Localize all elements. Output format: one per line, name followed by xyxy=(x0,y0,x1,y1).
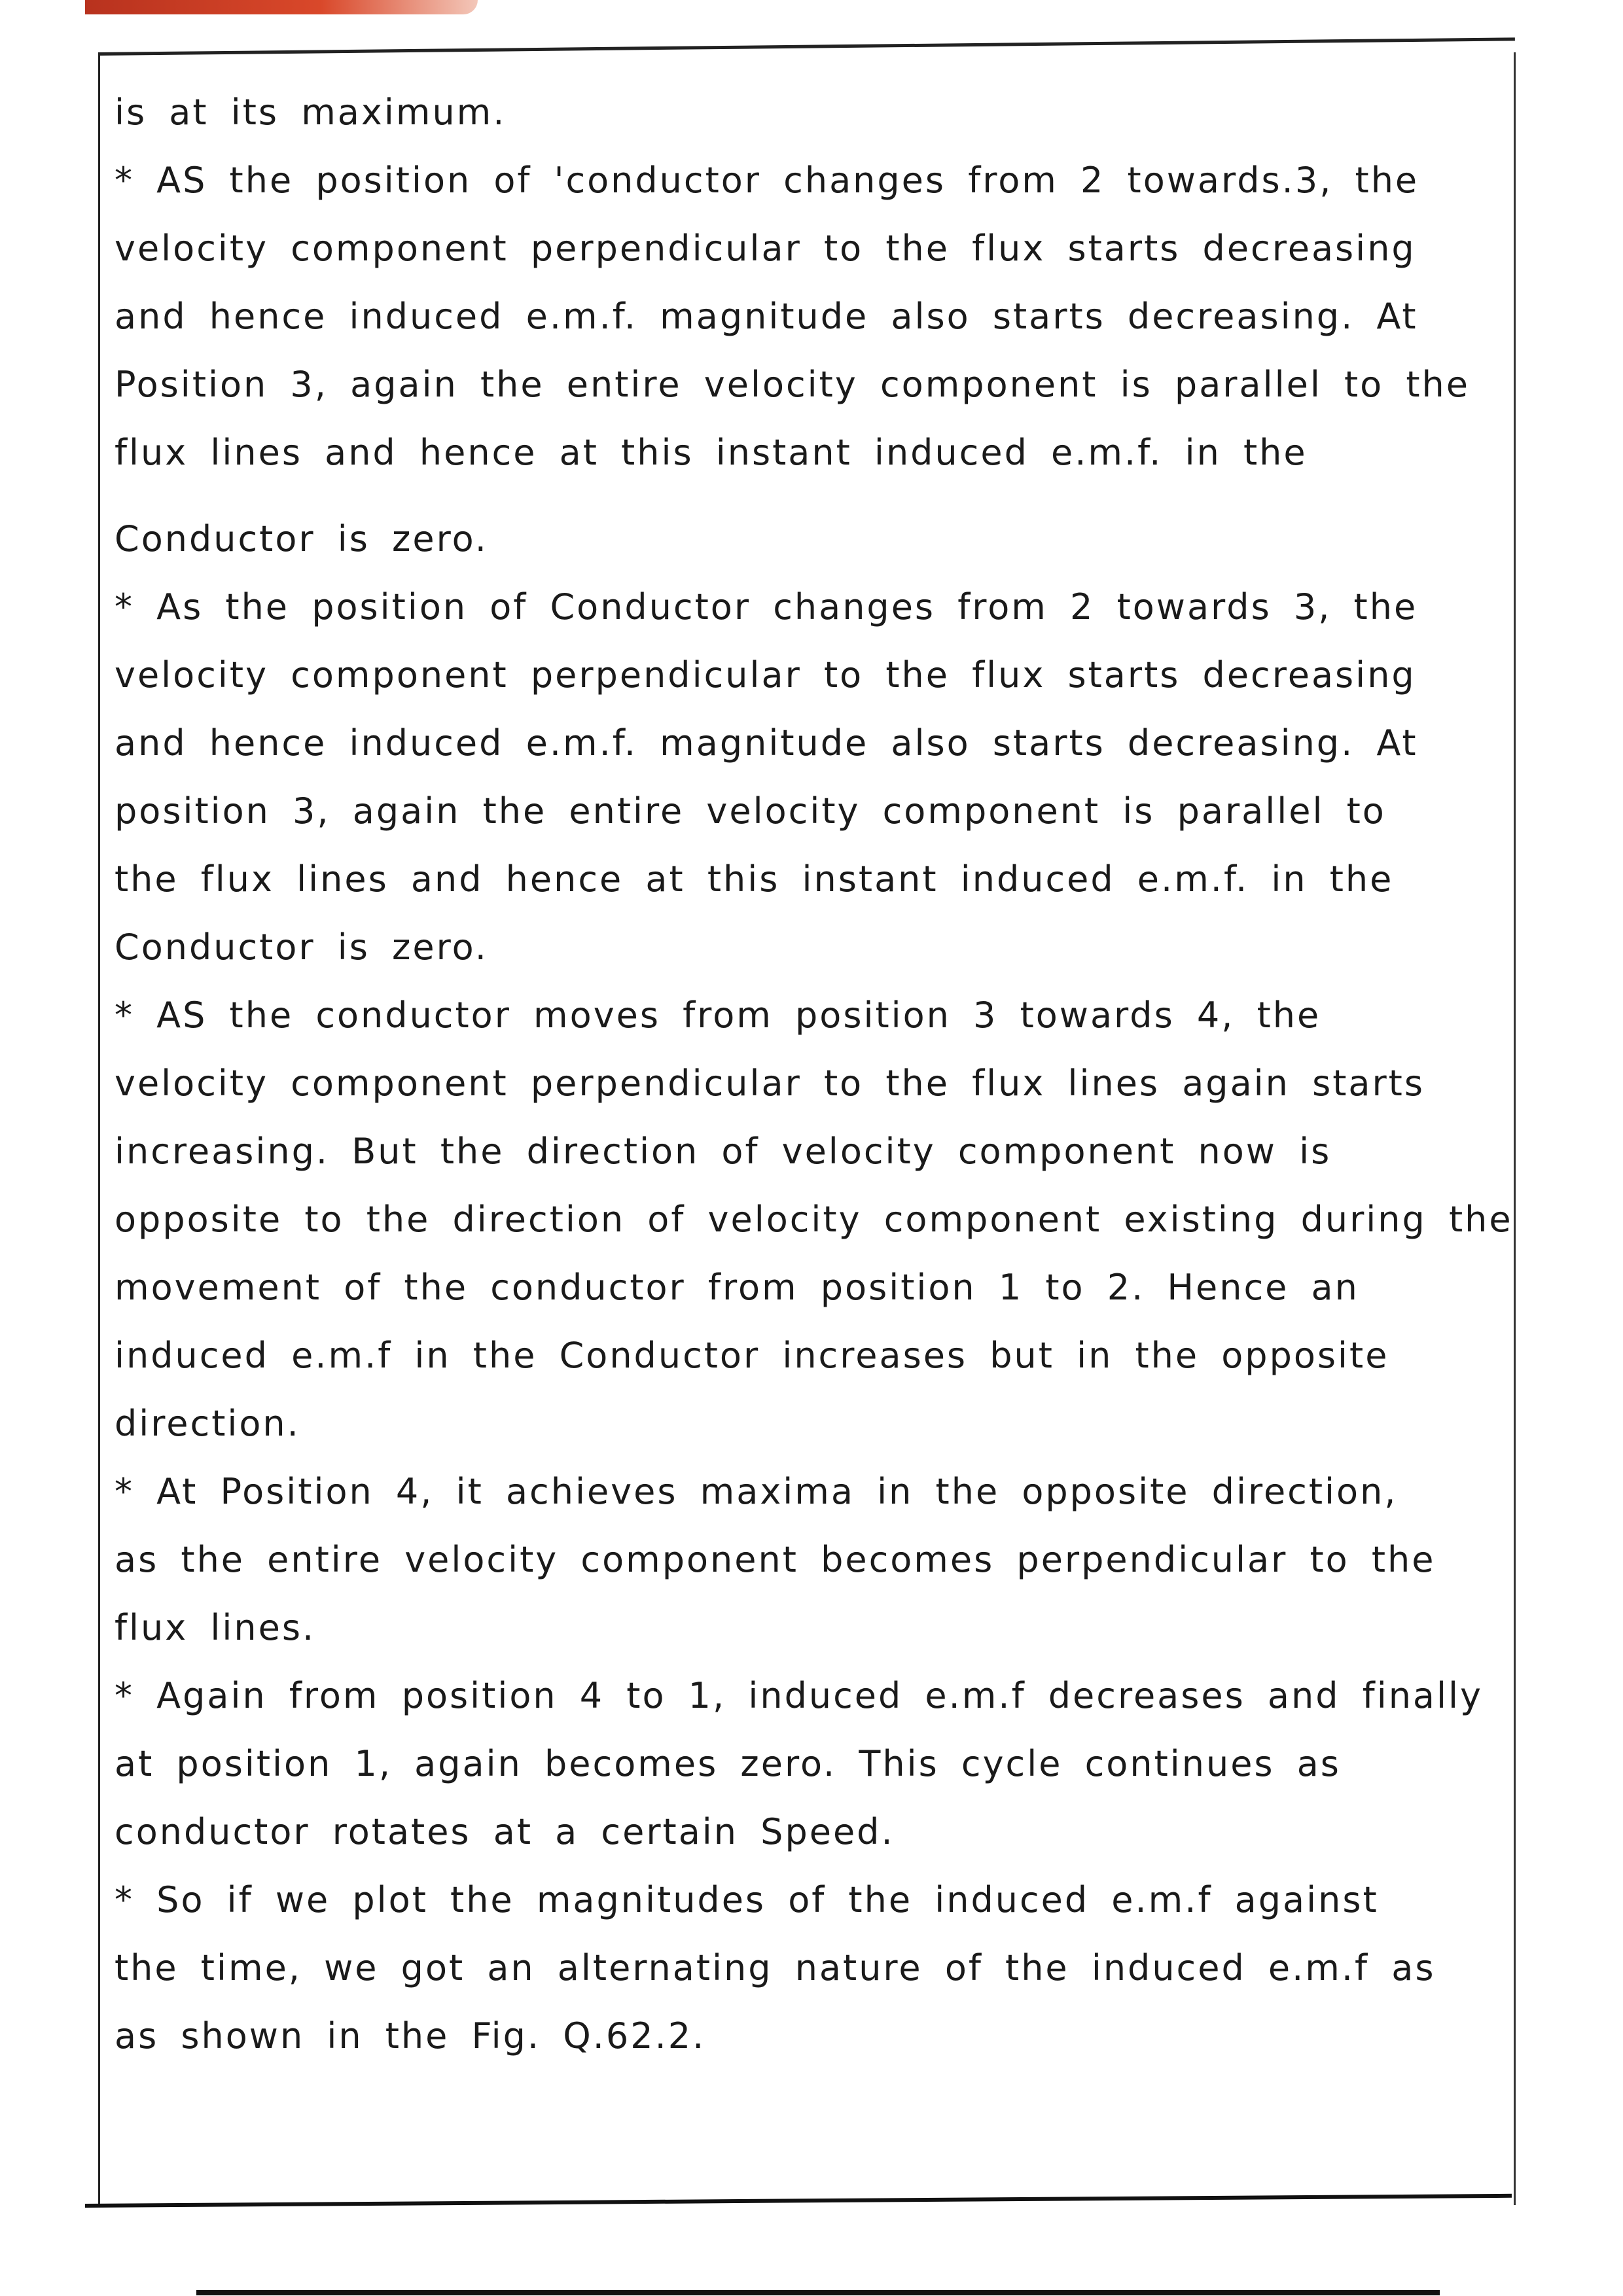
text-line: * As the position of Conductor changes from 2 towards 3, the xyxy=(115,586,1418,627)
text-line: flux lines. xyxy=(115,1607,316,1648)
text-line: increasing. But the direction of velocity component now is xyxy=(115,1131,1332,1172)
text-line: * At Position 4, it achieves maxima in the opposite direction, xyxy=(115,1471,1398,1512)
text-line: and hence induced e.m.f. magnitude also starts decreasing. At xyxy=(115,722,1418,764)
text-line: is at its maximum. xyxy=(115,92,507,133)
text-line: and hence induced e.m.f. magnitude also starts decreasing. At xyxy=(115,296,1418,337)
text-line: the time, we got an alternating nature of the induced e.m.f as xyxy=(115,1947,1436,1988)
footer-rule xyxy=(196,2290,1440,2295)
text-line: as the entire velocity component becomes perpendicular to the xyxy=(115,1539,1436,1580)
text-line: flux lines and hence at this instant induced e.m.f. in the xyxy=(115,432,1308,473)
text-line: Position 3, again the entire velocity component is parallel to the xyxy=(115,364,1470,405)
text-line: as shown in the Fig. Q.62.2. xyxy=(115,2015,706,2057)
text-line: the flux lines and hence at this instant induced e.m.f. in the xyxy=(115,858,1394,900)
text-line: velocity component perpendicular to the flux lines again starts xyxy=(115,1063,1425,1104)
text-line: opposite to the direction of velocity component existing during the xyxy=(115,1199,1513,1240)
text-line: Conductor is zero. xyxy=(115,518,488,559)
page-edge-strip xyxy=(85,0,478,14)
handwritten-text xyxy=(115,79,1513,2070)
text-line: velocity component perpendicular to the flux starts decreasing xyxy=(115,654,1416,696)
text-line: velocity component perpendicular to the flux starts decreasing xyxy=(115,228,1416,269)
text-line: Conductor is zero. xyxy=(115,927,488,968)
text-line: movement of the conductor from position 1 to 2. Hence an xyxy=(115,1267,1359,1308)
text-line: * So if we plot the magnitudes of the induced e.m.f against xyxy=(115,1879,1379,1920)
text-line: direction. xyxy=(115,1403,300,1444)
text-line: conductor rotates at a certain Speed. xyxy=(115,1811,895,1852)
text-line: induced e.m.f in the Conductor increases but in the opposite xyxy=(115,1335,1389,1376)
text-line: * AS the conductor moves from position 3 towards 4, the xyxy=(115,995,1321,1036)
text-line: * Again from position 4 to 1, induced e.m.f decreases and finally xyxy=(115,1675,1483,1716)
text-line: position 3, again the entire velocity component is parallel to xyxy=(115,790,1386,832)
text-line: at position 1, again becomes zero. This cycle continues as xyxy=(115,1743,1341,1784)
text-line: * AS the position of 'conductor changes from 2 towards.3, the xyxy=(115,160,1419,201)
